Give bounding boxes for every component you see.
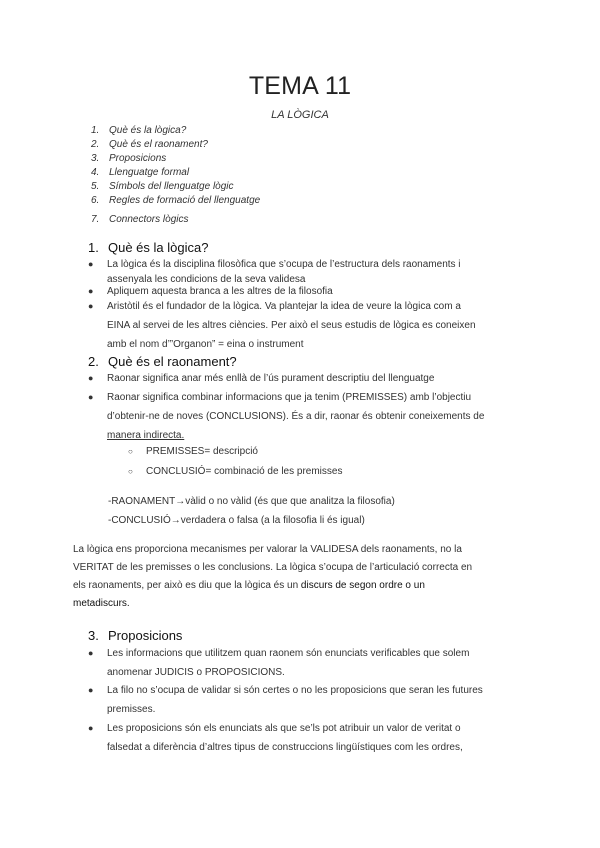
bullet-icon: ●	[88, 392, 94, 402]
bullet-icon: ●	[88, 723, 94, 733]
bullet-item: ● Raonar significa combinar informacions que ja tenim (PREMISSES) amb l’objectiu d’obtenir-ne de noves (CONCLUSIONS). És a dir, raonar és obtenir coneixements de manera indirecta.	[88, 388, 528, 445]
table-of-contents	[91, 124, 260, 227]
page-subtitle: LA LÒGICA	[271, 109, 329, 121]
note-line: -RAONAMENT→vàlid o no vàlid (és que que analitza la filosofia)	[108, 496, 395, 507]
bullet-icon: ●	[88, 685, 94, 695]
bullet-icon: ●	[88, 259, 94, 269]
body-paragraph: La lògica ens proporciona mecanismes per valorar la VALIDESA dels raonaments, no la VERITAT de les premisses o les conclusions. La lògica s’ocupa de l’articulació correcta en els raonaments, per això es diu que la lògica és un discurs de segon ordre o un metadiscurs.	[73, 541, 528, 613]
note-line: -CONCLUSIÓ→verdadera o falsa (a la filosofia li és igual)	[108, 515, 365, 526]
bullet-item: ● Apliquem aquesta branca a les altres de la filosofia	[88, 283, 528, 300]
toc-item: 2. Què és el raonament?	[91, 139, 208, 150]
sub-bullet-item: ○ CONCLUSIÓ= combinació de les premisses	[128, 463, 342, 480]
circle-bullet-icon: ○	[128, 447, 133, 456]
bullet-item: ● Aristòtil és el fundador de la lògica. Va plantejar la idea de veure la lògica com a EINA al servei de les altres ciències. Per això el seus estudis de lògica es coneixen amb el nom d’”Organon” = eina o instrument	[88, 297, 528, 354]
notes-block	[108, 492, 563, 530]
toc-item: 1. Què és la lògica?	[91, 125, 187, 136]
section-heading: 3. Proposicions	[88, 628, 183, 643]
section-heading: 1. Què és la lògica?	[88, 240, 209, 255]
bullet-item: ● La filo no s’ocupa de validar si són certes o no les proposicions que seran les futures premisses.	[88, 681, 528, 719]
bullet-item: ● La lògica és la disciplina filosòfica que s’ocupa de l’estructura dels raonaments i assenyala les condicions de la seva validesa	[88, 256, 528, 286]
underlined-text: manera indirecta.	[107, 430, 185, 441]
toc-item: 6. Regles de formació del llenguatge	[91, 195, 261, 206]
page-title: TEMA 11	[248, 72, 352, 100]
emphasis-text: discurs de segon ordre o un	[300, 580, 425, 591]
bullet-icon: ●	[88, 301, 94, 311]
circle-bullet-icon: ○	[128, 467, 133, 476]
toc-item: 4. Llenguatge formal	[91, 167, 190, 178]
toc-item: 3. Proposicions	[91, 153, 167, 164]
toc-item: 5. Símbols del llenguatge lògic	[91, 181, 234, 192]
bullet-item: ● Les informacions que utilitzem quan raonem són enunciats verificables que solem anomenar JUDICIS o PROPOSICIONS.	[88, 644, 528, 682]
emphasis-text: metadiscurs.	[73, 598, 130, 609]
sub-bullet-item: ○ PREMISSES= descripció	[128, 443, 258, 460]
bullet-item: ● Les proposicions són els enunciats als que se’ls pot atribuir un valor de veritat o falsedat a diferència d’altres tipus de construccions lingüístiques com les ordres,	[88, 719, 528, 757]
bullet-item: ● Raonar significa anar més enllà de l’ús purament descriptiu del llenguatge	[88, 370, 528, 387]
toc-item: 7. Connectors lògics	[91, 214, 189, 225]
bullet-icon: ●	[88, 373, 94, 383]
bullet-icon: ●	[88, 648, 94, 658]
bullet-icon: ●	[88, 286, 94, 296]
section-heading: 2. Què és el raonament?	[88, 354, 237, 369]
